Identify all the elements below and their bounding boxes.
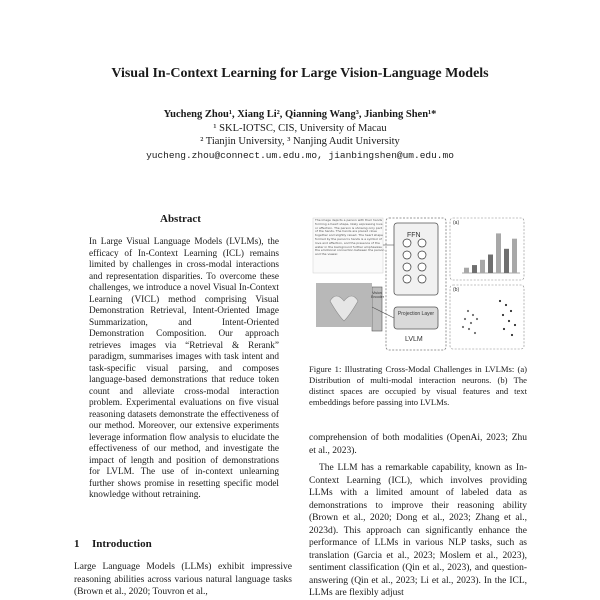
neuron [403, 239, 411, 247]
scatter-point [467, 310, 469, 312]
scatter-points-2 [499, 300, 516, 336]
ffn-label: FFN [407, 232, 421, 239]
affiliation-1: ¹ SKL-IOTSC, CIS, University of Macau [213, 122, 387, 134]
bar [504, 249, 509, 273]
section-number: 1 [74, 538, 80, 550]
paper-title: Visual In-Context Learning for Large Vision-Language Models [111, 66, 489, 81]
scatter-point [511, 334, 513, 336]
bar [512, 239, 517, 273]
scatter-point [499, 300, 501, 302]
projection-label: Projection Layer [397, 311, 435, 317]
author-names: Yucheng Zhou¹, Xiang Li², Qianning Wang³, Jianbing Shen¹* [163, 109, 437, 120]
scatter-point [468, 328, 470, 330]
section-heading [74, 538, 152, 550]
scatter-point [462, 326, 464, 328]
scatter-point [505, 304, 507, 306]
figure-1 [310, 215, 528, 355]
affiliation-2: ² Tianjin University, ³ Nanjing Audit University [200, 136, 400, 147]
intro-text: Large Language Models (LLMs) exhibit impressive reasoning abilities across various natural language tasks (Brown et al., 2020; Touvron et al., [74, 562, 292, 597]
scatter-points [462, 310, 478, 334]
lvlm-label: LVLM [405, 336, 423, 343]
neuron [418, 263, 426, 271]
scatter-point [472, 314, 474, 316]
figure-caption: Figure 1: Illustrating Cross-Modal Challenges in LVLMs: (a) Distribution of multi-modal interaction neurons. (b) The distinct spaces are occupied by visual features and text embeddings before passing into LVLMs. [309, 364, 527, 407]
right-paragraph: The LLM has a remarkable capability, known as In-Context Learning (ICL), which involves providing LLMs with a limited amount of labeled data as demonstrations to improve their reasoning ability (Brown et al., 2020; Dong et al., 2023; Zhang et al., 2023d). This approach can significantly enhance the performance of LLMs in various NLP tasks, such as translation (Garcia et al., 2023; Moslem et al., 2023), sentiment classification (Qin et al., 2023), and question-answering (Qin et al., 2023; Li et al., 2023). In the ICL, LLMs are flexibly adjust [309, 463, 527, 598]
section-title: Introduction [92, 538, 152, 550]
scatter-point [464, 318, 466, 320]
bar [472, 265, 477, 273]
figure-note: The image depicts a person with their hands forming a heart shape, likely expressing love or affection. The person is showing only part of the hands. The hands are placed close together and slightly raised. The heart shape formed by the person's hands is a symbol of love and affection, and the presence of the water in the background further emphasizes the emotional connection between the person and the viewer. [315, 218, 385, 257]
scatter-point [474, 332, 476, 334]
abstract-text: In Large Visual Language Models (LVLMs), the efficacy of In-Context Learning (ICL) remains limited by challenges in cross-modal interactions and representation disparities. To overcome these challenges, we introduce a novel Visual In-Context Learning (VICL) method comprising Visual Demonstration Retrieval, Intent-Oriented Image Summarization, and Intent-Oriented Demonstration Composition. Our approach retrieves images via “Retrieval & Rerank” paradigm, summarises images with task intent and task-specific visual parsing, and composes language-based demonstrations that reduce token count and alleviate cross-modal interaction problem. Experimental evaluations on five visual reasoning datasets demonstrate the effectiveness of our method. Moreover, our extensive experiments leverage information flow analysis to elucidate the effectiveness of our method, and investigate the impact of length and position of demonstrations for LVLM. The use of in-context unlearning further shows promise in resetting specific model knowledge without retraining. [89, 237, 279, 500]
panel-a-bars [464, 233, 517, 273]
bar [464, 268, 469, 273]
scatter-point [510, 310, 512, 312]
scatter-point [470, 322, 472, 324]
author-block [0, 108, 600, 162]
neuron [403, 251, 411, 259]
scatter-point [502, 314, 504, 316]
scatter-point [476, 318, 478, 320]
neuron [418, 275, 426, 283]
scatter-point [514, 324, 516, 326]
bar [496, 233, 501, 273]
abstract-heading: Abstract [160, 213, 201, 225]
bar [488, 255, 493, 273]
neuron [418, 239, 426, 247]
neuron [403, 263, 411, 271]
vision-label: Vision Encoder [371, 291, 385, 299]
panel-a-label: (a) [453, 220, 460, 226]
scatter-point [503, 328, 505, 330]
neuron [403, 275, 411, 283]
author-emails[interactable]: yucheng.zhou@connect.um.edu.mo, jianbingshen@um.edu.mo [146, 149, 454, 161]
right-continued-text: comprehension of both modalities (OpenAi, 2023; Zhu et al., 2023). [309, 433, 527, 456]
neuron [418, 251, 426, 259]
panel-b-label: (b) [453, 287, 460, 293]
bar [480, 260, 485, 273]
panel-b-box [450, 285, 524, 349]
scatter-point [508, 320, 510, 322]
